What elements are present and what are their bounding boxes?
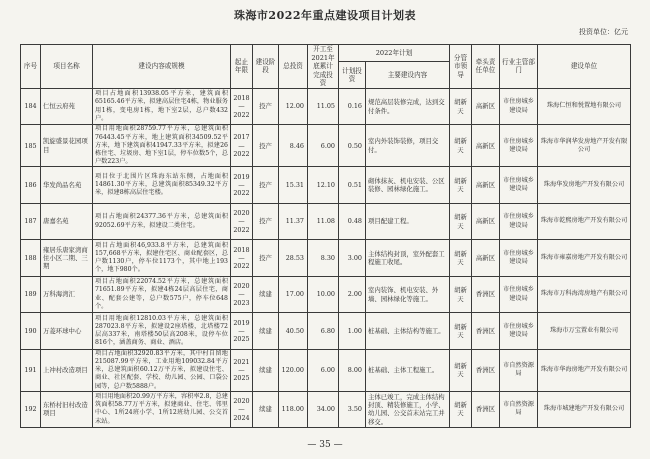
cell-zone: 胡新天: [450, 167, 472, 204]
cell-content: 项目位于北围片区珠海东站东侧，占地面积14861.30平方米，总建筑面积85349.32平方米，拟建8栋高层住宅楼。: [93, 167, 231, 204]
cell-lead-district: 香洲区: [472, 391, 500, 428]
cell-content: 项目占地面积24377.36平方米，总建筑面积92052.69平方米，拟建设二类住宅。: [93, 203, 231, 240]
cell-name: 万科海湾汇: [41, 276, 93, 313]
cell-main-content: 室内外装饰装修，项目交付。: [366, 125, 450, 167]
cell-cumulative: 6.80: [308, 313, 339, 350]
unit-label: 投资单位：亿元: [579, 28, 628, 36]
cell-stage: 续建: [253, 391, 279, 428]
cell-name: 东桥村旧村改造项目: [41, 391, 93, 428]
cell-main-content: 规范高层装修完成，达到交付条件。: [366, 88, 450, 125]
header-plan-invest: 计划投资: [339, 62, 366, 88]
cell-content: 项目用地面积12810.03平方米，总建筑面积287023.8平方米，拟建设2座塔楼，北塔楼72层高337米，南塔楼50层高208米，设停车位816个，涵盖商务、商业、酒店。: [93, 313, 231, 350]
cell-builder: 珠海华发房地产开发有限公司: [538, 167, 631, 204]
cell-stage: 续建: [253, 313, 279, 350]
cell-total: 11.37: [279, 203, 308, 240]
cell-zone: 胡新天: [450, 313, 472, 350]
cell-name: 华发尚品名苑: [41, 167, 93, 204]
cell-dept: 市住房城乡建设局: [500, 88, 538, 125]
cell-dept: 市住房城乡建设局: [500, 276, 538, 313]
cell-builder: 珠海市万宝置业有限公司: [538, 313, 631, 350]
header-cumulative: 开工至2021年底累计完成投资: [308, 45, 339, 89]
cell-content: 项目用地面积20.99万平方米，容积率2.8，总建筑面积58.77万平方米，拟建商业、住宅、邻里中心、1所24班小学、1所12班幼儿园、公交首末站。: [93, 391, 231, 428]
cell-seq: 191: [21, 349, 41, 391]
cell-seq: 190: [21, 313, 41, 350]
cell-content: 项目用地面积28759.77平方米，总建筑面积76443.45平方米，地上建筑面积34509.52平方米，地下建筑面积41947.33平方米，拟建26栋住宅、垃圾房、地下室1层，停车位数5个，总户数223户。: [93, 125, 231, 167]
cell-builder: 珠海市华海房地产开发有限公司: [538, 349, 631, 391]
cell-zone: 胡新天: [450, 276, 472, 313]
cell-dept: 市住房城乡建设局: [500, 313, 538, 350]
page-title: 珠海市2022年重点建设项目计划表: [233, 9, 417, 22]
cell-dept: 市自然资源局: [500, 391, 538, 428]
cell-main-content: 桩基础、主体结构等施工。: [366, 313, 450, 350]
cell-lead-district: 高新区: [472, 167, 500, 204]
cell-zone: 胡新天: [450, 391, 472, 428]
table-row: [21, 167, 631, 204]
header-main-content: 主要建设内容: [366, 62, 450, 88]
table-row: [21, 88, 631, 125]
cell-zone: 胡新天: [450, 240, 472, 277]
cell-period: 2020—2024: [231, 391, 253, 428]
cell-builder: 珠海市万科海湾房地产有限公司: [538, 276, 631, 313]
cell-plan-invest: 3.50: [339, 391, 366, 428]
header-content: 建设内容或规模: [93, 45, 231, 89]
cell-seq: 186: [21, 167, 41, 204]
cell-cumulative: 11.08: [308, 203, 339, 240]
cell-name: 凯旋盛景花园项目: [41, 125, 93, 167]
cell-builder: 珠海市城建地产开发有限公司: [538, 391, 631, 428]
header-total: 总投资: [279, 45, 308, 89]
cell-plan-invest: 0.16: [339, 88, 366, 125]
cell-plan-invest: 0.50: [339, 125, 366, 167]
header-builder: 建设单位: [538, 45, 631, 89]
project-table: [20, 44, 631, 428]
cell-period: 2018—2022: [231, 240, 253, 277]
cell-lead-district: 香洲区: [472, 349, 500, 391]
header-period: 起止年限: [231, 45, 253, 89]
cell-total: 28.53: [279, 240, 308, 277]
cell-builder: 珠海市雍嘉房地产开发有限公司: [538, 240, 631, 277]
table-row: [21, 203, 631, 240]
cell-total: 120.00: [279, 349, 308, 391]
table-row: [21, 391, 631, 428]
cell-content: 项目占地面积13938.05平方米，建筑面积65165.46平方米，拟建高层住宅4栋，物业服务用1栋，变电房1栋，地下室2层，总户数432户。: [93, 88, 231, 125]
cell-lead-district: 香洲区: [472, 313, 500, 350]
cell-lead-district: 香洲区: [472, 276, 500, 313]
cell-period: 2017—2022: [231, 125, 253, 167]
cell-seq: 187: [21, 203, 41, 240]
cell-total: 17.00: [279, 276, 308, 313]
cell-builder: 珠海市乾熙房地产开发有限公司: [538, 203, 631, 240]
header-zone: 分管市领导: [450, 45, 472, 89]
cell-stage: 投产: [253, 240, 279, 277]
cell-cumulative: 10.00: [308, 276, 339, 313]
cell-stage: 续建: [253, 349, 279, 391]
cell-zone: 胡新天: [450, 203, 472, 240]
cell-plan-invest: 2.00: [339, 276, 366, 313]
cell-dept: 市住房城乡建设局: [500, 240, 538, 277]
cell-total: 12.00: [279, 88, 308, 125]
cell-total: 15.31: [279, 167, 308, 204]
cell-plan-invest: 0.48: [339, 203, 366, 240]
cell-builder: 珠海市华润华发房地产开发有限公司: [538, 125, 631, 167]
header-dept: 行业主管部门: [500, 45, 538, 89]
cell-total: 8.46: [279, 125, 308, 167]
cell-dept: 市住房城乡建设局: [500, 167, 538, 204]
cell-period: 2019—2025: [231, 313, 253, 350]
cell-seq: 184: [21, 88, 41, 125]
cell-total: 40.50: [279, 313, 308, 350]
cell-seq: 185: [21, 125, 41, 167]
table-row: [21, 125, 631, 167]
header-lead-district: 牵头责任单位: [472, 45, 500, 89]
cell-plan-invest: 0.51: [339, 167, 366, 204]
cell-main-content: 主体结构封顶，室外配套工程施工收尾。: [366, 240, 450, 277]
header-name: 项目名称: [41, 45, 93, 89]
table-row: [21, 349, 631, 391]
cell-lead-district: 高新区: [472, 203, 500, 240]
cell-lead-district: 高新区: [472, 125, 500, 167]
cell-main-content: 主体已竣工，完成主体结构封顶、精装修施工，小学、幼儿园、公交首末站完工并移交。: [366, 391, 450, 428]
table-row: [21, 240, 631, 277]
cell-cumulative: 6.00: [308, 125, 339, 167]
cell-stage: 投产: [253, 167, 279, 204]
header-stage: 建设阶段: [253, 45, 279, 89]
cell-content: 项目占地面积32920.83平方米，其中村自留地215087.99平方米，工业用地109032.84平方米，总建筑面积60.12万平方米，拟建设住宅、商业、社区配套、学校、幼儿园、公园、口袋公园等，总户数5888户。: [93, 349, 231, 391]
cell-plan-invest: 1.00: [339, 313, 366, 350]
cell-content: 项目占地面积22074.52平方米，总建筑面积71651.89平方米，拟建4栋24层高层住宅，商业、配套公建等，总户数575户，停车位648个。: [93, 276, 231, 313]
cell-period: 2020—2022: [231, 203, 253, 240]
cell-seq: 188: [21, 240, 41, 277]
cell-main-content: 桩基础、主体工程施工。: [366, 349, 450, 391]
page-number: — 35 —: [307, 440, 343, 450]
cell-builder: 珠海仁恒和悦置地有限公司: [538, 88, 631, 125]
cell-name: 万菱环球中心: [41, 313, 93, 350]
cell-zone: 胡新天: [450, 125, 472, 167]
cell-period: 2020—2023: [231, 276, 253, 313]
cell-dept: 市自然资源局: [500, 349, 538, 391]
cell-lead-district: 高新区: [472, 240, 500, 277]
cell-period: 2018—2022: [231, 88, 253, 125]
cell-stage: 投产: [253, 203, 279, 240]
cell-name: 唐嘉名苑: [41, 203, 93, 240]
cell-name: 仁恒云府苑: [41, 88, 93, 125]
cell-main-content: 砌体抹灰、机电安装、公区装修、园林绿化施工。: [366, 167, 450, 204]
cell-name: 雍居乐唐家湾商住小区二期、三期: [41, 240, 93, 277]
cell-stage: 续建: [253, 276, 279, 313]
cell-total: 118.00: [279, 391, 308, 428]
cell-stage: 投产: [253, 125, 279, 167]
cell-plan-invest: 8.00: [339, 349, 366, 391]
cell-lead-district: 高新区: [472, 88, 500, 125]
cell-seq: 189: [21, 276, 41, 313]
cell-cumulative: 12.10: [308, 167, 339, 204]
cell-cumulative: 8.30: [308, 240, 339, 277]
cell-period: 2021—2025: [231, 349, 253, 391]
cell-main-content: 室内装饰、机电安装、外墙、园林绿化等施工。: [366, 276, 450, 313]
header-plan2022: 2022年计划: [339, 45, 450, 62]
cell-dept: 市住房城乡建设局: [500, 203, 538, 240]
cell-cumulative: 11.05: [308, 88, 339, 125]
cell-stage: 投产: [253, 88, 279, 125]
header-seq: 序号: [21, 45, 41, 89]
table-row: [21, 313, 631, 350]
cell-main-content: 项目配建工程。: [366, 203, 450, 240]
cell-zone: 胡新天: [450, 349, 472, 391]
cell-name: 上冲村改造项目: [41, 349, 93, 391]
cell-period: 2019—2022: [231, 167, 253, 204]
table-row: [21, 276, 631, 313]
cell-zone: 胡新天: [450, 88, 472, 125]
cell-cumulative: 34.00: [308, 391, 339, 428]
cell-content: 项目占地面积46,933.8平方米，总建筑面积157,668平方米，拟建住宅区、商业配套区，总户数1130户，停车位1173个，其中地上193个，地下980个。: [93, 240, 231, 277]
cell-plan-invest: 3.00: [339, 240, 366, 277]
cell-cumulative: 6.00: [308, 349, 339, 391]
cell-seq: 192: [21, 391, 41, 428]
cell-dept: 市住房城乡建设局: [500, 125, 538, 167]
